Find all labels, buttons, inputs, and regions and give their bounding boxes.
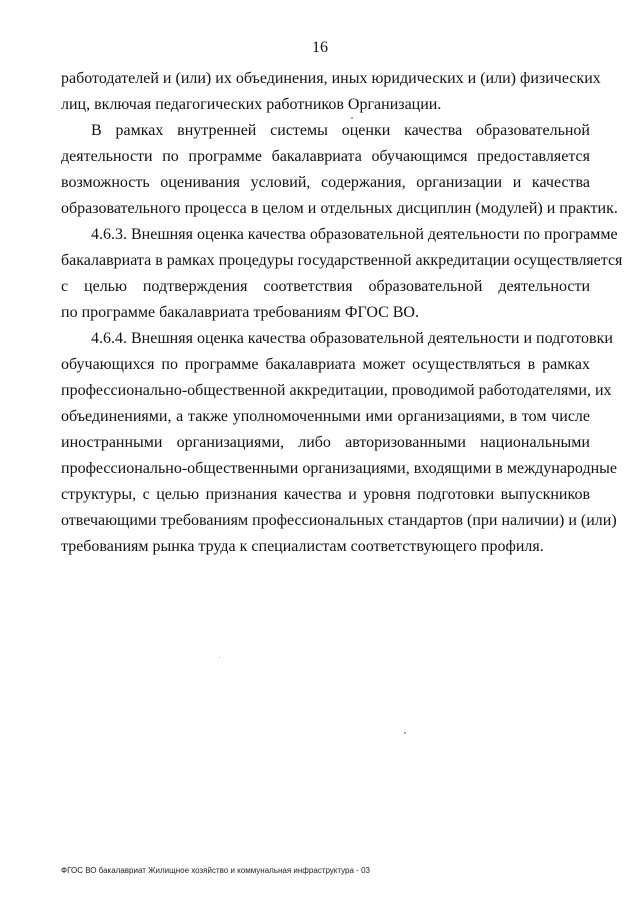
text-line: деятельности по программе бакалавриата обучающимся предоставляется [61,148,590,165]
text-line: образовательного процесса в целом и отдельных дисциплин (модулей) и практик. [61,200,618,217]
text-line: иностранными организациями, либо авторизованными национальными [61,434,590,451]
text-line: возможность оценивания условий, содержания, организации и качества [61,174,590,191]
paragraph-4-6-4 [61,326,618,560]
text-line: 4.6.3. Внешняя оценка качества образовательной деятельности по программе [91,226,618,243]
text-line: В рамках внутренней системы оценки качества образовательной [91,122,590,139]
text-line: профессионально-общественными организациями, входящими в международные [61,460,618,477]
text-line: лиц, включая педагогических работников Организации. [61,96,442,113]
page-number: 16 [312,39,328,56]
text-line: работодателей и (или) их объединения, иных юридических и (или) физических [61,70,601,87]
text-line: требованиям рынка труда к специалистам соответствующего профиля. [61,538,544,555]
scan-speck [351,117,353,119]
text-line: с целью подтверждения соответствия образовательной деятельности [61,278,590,295]
document-body [61,66,623,560]
scan-speck [219,657,220,658]
paragraph-continuation [61,66,601,118]
text-line: по программе бакалавриата требованиям ФГОС ВО. [61,304,419,321]
text-line: 4.6.4. Внешняя оценка качества образовательной деятельности и подготовки [91,330,613,347]
text-line: объединениями, а также уполномоченными ими организациями, в том числе [61,408,590,425]
paragraph-4-6-3 [61,222,623,326]
paragraph-internal-assessment [61,118,618,222]
text-line: структуры, с целью признания качества и уровня подготовки выпускников [61,486,590,503]
text-line: бакалавриата в рамках процедуры государственной аккредитации осуществляется [61,252,623,269]
scan-speck [404,732,406,734]
text-line: отвечающими требованиям профессиональных стандартов (при наличии) и (или) [61,512,617,529]
document-footer: ФГОС ВО бакалавриат Жилищное хозяйство и коммунальная инфраструктура - 03 [61,866,370,875]
text-line: профессионально-общественной аккредитации, проводимой работодателями, их [61,382,612,399]
text-line: обучающихся по программе бакалавриата может осуществляться в рамках [61,356,590,373]
